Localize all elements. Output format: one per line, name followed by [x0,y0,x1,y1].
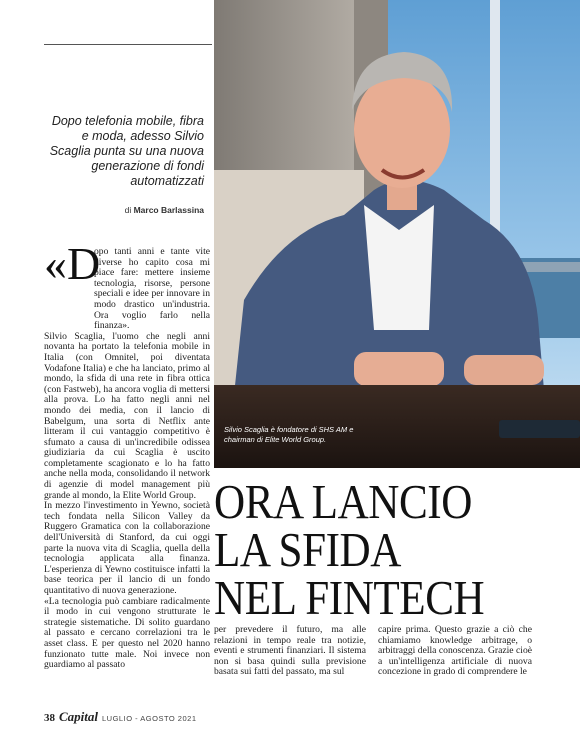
intro-paragraph [44,238,210,332]
paragraph-3: In mezzo l'investimento in Yewno, società tech fondata nella Silicon Valley da Ruggero Gramatica con la collaborazione dell'Università di Stanford, da cui oggi parte la nuova vita di Scaglia, quella della tecnologia applicata alla finanza. L'esperienza di Yewno costituisce infatti la base teorica per il lancio di un fondo quantitativo di nuova generazione. [44,500,210,596]
article-body-col1 [44,238,210,671]
paragraph-2: Silvio Scaglia, l'uomo che negli anni novanta ha portato la telefonia mobile in Italia (con Omnitel, poi diventata Vodafone Italia) e che ha lanciato, primo al mondo, la sfida di una rete in fibra ottica (con Fastweb), ha ancora voglia di mettersi alla prova. Lo ha fatto negli anni nel mondo dei media, con il lancio di Babelgum, una sorta di Netflix ante litteram il cui vantaggio competitivo è sfumato a causa di un'incredibile odissea giudiziaria da cui Scaglia è uscito completamente scagionato e lo ha fatto anche nella moda, consolidando il network di agenzie di model management più grande al mondo, la Elite World Group. [44,330,210,501]
magazine-logo: Capital [59,709,99,724]
byline-prefix: di [124,205,132,215]
headline-line-3: NEL FINTECH [214,570,485,625]
drop-cap: «D [44,238,101,289]
portrait-illustration [214,0,580,468]
byline [44,205,204,215]
portrait-photo [214,0,580,468]
article-body-col2: per prevedere il futuro, ma alle relazioni in tempo reale tra notizie, eventi e strumenti finanziari. Il sistema non si basa quindi sulla previsione basata sui fatti del passato, ma sul [214,624,366,678]
article-body-col3: capire prima. Questo grazie a ciò che chiamiamo knowledge arbitrage, o arbitraggi della conoscenza. Grazie cioè a un'intelligenza artificiale di nuova concezione in grado di comprendere le [378,624,532,678]
byline-author: Marco Barlassina [133,205,204,215]
headline [214,474,536,625]
headline-line-2: LA SFIDA [214,522,401,577]
headline-line-1: ORA LANCIO [214,474,472,529]
photo-caption: Silvio Scaglia è fondatore di SHS AM e chairman di Elite World Group. [224,425,354,444]
paragraph-4: «La tecnologia può cambiare radicalmente il modo in cui vengono strutturate le strategie sistematiche. Di solito guardano al passato e cercano correlazioni tra le asset class. E per questo nel 2020 hanno funzionato tutte male. Noi invece non guardiamo al passato [44,595,210,671]
top-rule [44,44,212,45]
article-lede: Dopo telefonia mobile, fibra e moda, adesso Silvio Scaglia punta su una nuova generazione di fondi automatizzati [49,114,204,188]
intro-text: opo tanti anni e tante vite diverse ho capito cosa mi piace fare: mettere insieme tecnologia, risorse, persone speciali e idee per innovare in modo drastico un'industria. Ora voglio farlo nella finanza». [94,246,210,332]
issue-date: LUGLIO - AGOSTO 2021 [102,714,197,723]
page-number: 38 [44,712,55,724]
page-footer [44,709,197,725]
